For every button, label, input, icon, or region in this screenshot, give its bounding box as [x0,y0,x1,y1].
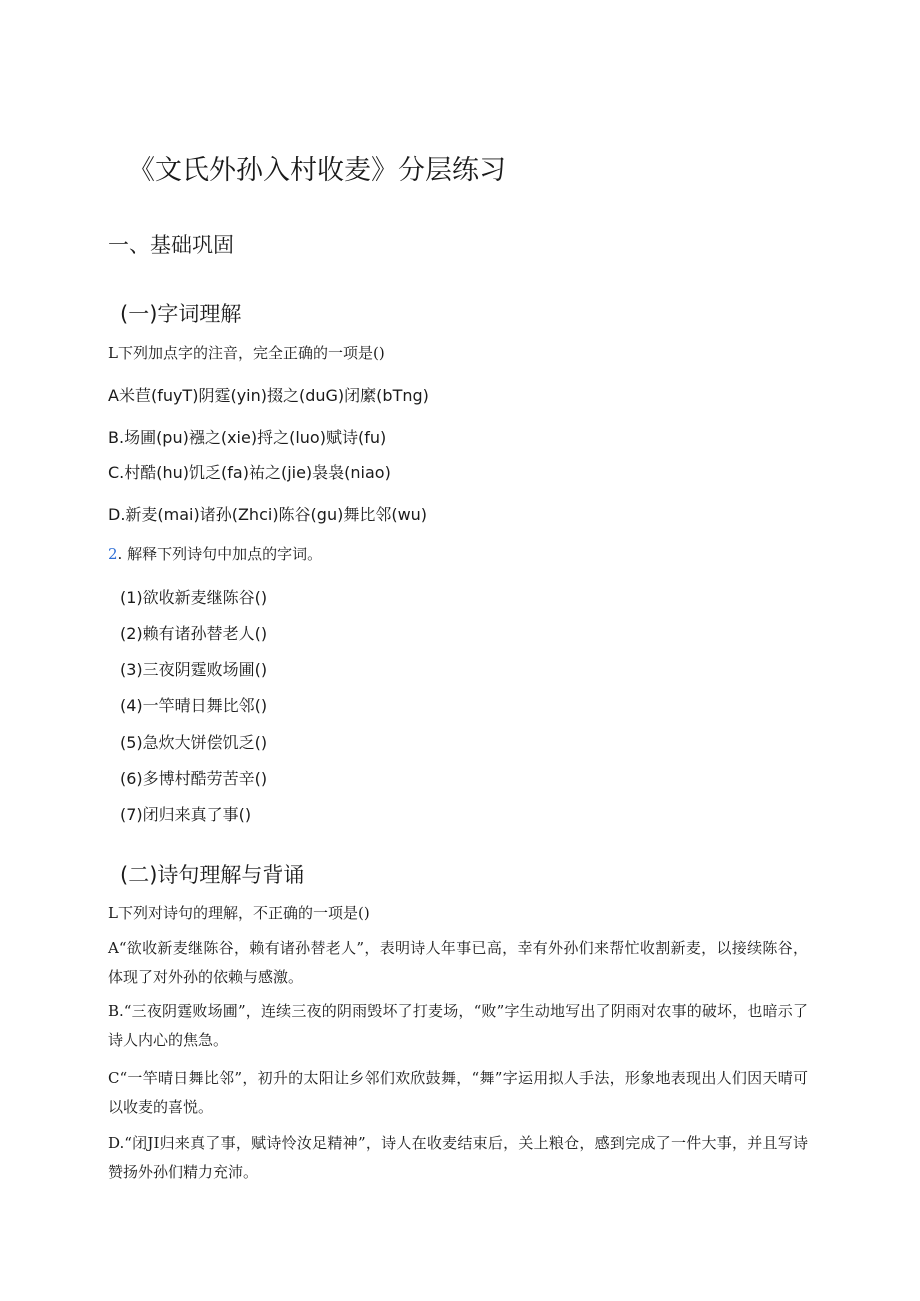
question-2-item: (7)闭归来真了事() [120,805,252,824]
question-1-option-b: B.场圃(pu)襁之(xie)捋之(luo)赋诗(fu) [108,428,387,447]
question-2-item: (3)三夜阴霆败场圃() [120,660,268,679]
question-3-option-b: B.“三夜阴霆败场圃”，连续三夜的阴雨毁坏了打麦场，“败”字生动地写出了阴雨对农事的破坏，也暗示了诗人内心的焦急。 [108,1002,808,1049]
subsection-heading: (二)诗句理解与背诵 [120,863,305,887]
question-2-stem [108,543,322,564]
question-2-item: (6)多博村酷劳苦辛() [120,769,268,788]
question-1-option-d: D.新麦(mai)诸孙(Zhci)陈谷(gu)舞比邻(wu) [108,505,428,524]
question-3-stem: L下列对诗句的理解，不正确的一项是() [108,904,370,922]
question-3-option-c: C“一竿晴日舞比邻”，初升的太阳让乡邻们欢欣鼓舞，“舞”字运用拟人手法，形象地表现出人们因天晴可以收麦的喜悦。 [108,1069,808,1116]
question-2-item: (5)急炊大饼偿饥乏() [120,733,268,752]
question-2-item: (1)欲收新麦继陈谷() [120,588,268,607]
question-2-number: 2 [108,545,118,563]
question-2-item: (2)赖有诸孙替老人() [120,624,268,643]
question-3-option-a: A“欲收新麦继陈谷，赖有诸孙替老人”，表明诗人年事已高，幸有外孙们来帮忙收割新麦，以接续陈谷，体现了对外孙的依赖与感激。 [108,939,808,986]
subsection-heading: (一)字词理解 [120,302,242,326]
question-1-option-c: C.村酷(hu)饥乏(fa)祐之(jie)袅袅(niao) [108,463,391,482]
page-title: 《文氏外孙入村收麦》分层练习 [128,155,506,186]
question-1-stem: L下列加点字的注音，完全正确的一项是() [108,344,385,362]
question-2-item: (4)一竿晴日舞比邻() [120,696,268,715]
question-1-option-a: A米苣(fuyT)阴霆(yin)掇之(duG)闭縻(bTng) [108,386,429,405]
question-3-option-d: D.“闭JI归来真了事，赋诗怜汝足精神”，诗人在收麦结束后，关上粮仓，感到完成了一件大事，并且写诗赞扬外孙们精力充沛。 [108,1134,808,1181]
question-2-text: . 解释下列诗句中加点的字词。 [117,545,323,563]
section-heading: 一、基础巩固 [108,233,234,257]
